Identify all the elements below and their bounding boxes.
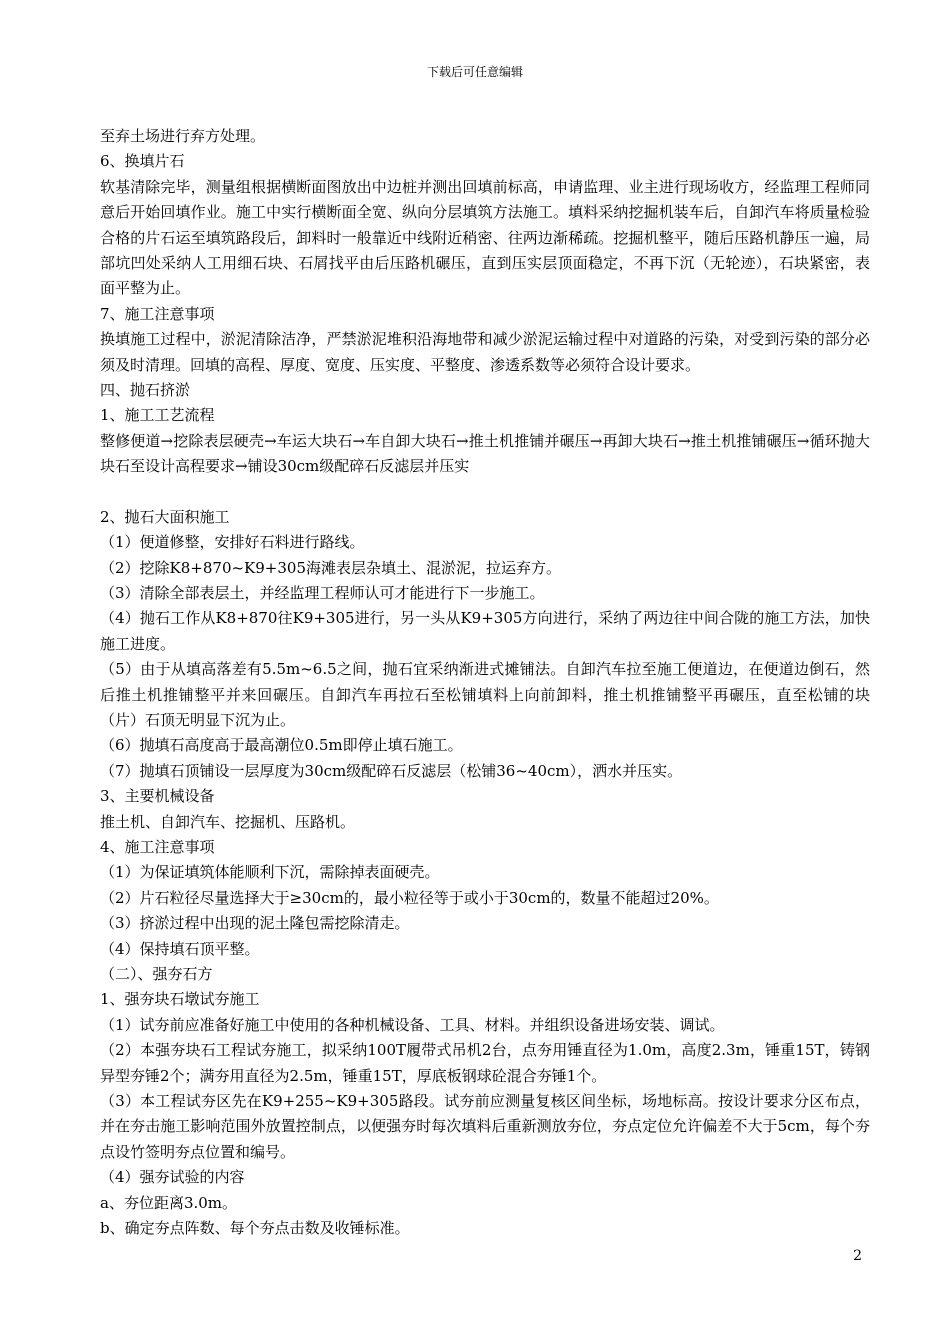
list-item: （1）试夯前应准备好施工中使用的各种机械设备、工具、材料。并组织设备进场安装、调试。 bbox=[100, 1015, 725, 1034]
list-item: （3）挤淤过程中出现的泥土隆包需挖除清走。 bbox=[100, 914, 410, 933]
paragraph: 软基清除完毕，测量组根据横断面图放出中边桩并测出回填前标高，申请监理、业主进行现场收方，经监理工程师同意后开始回填作业。施工中实行横断面全宽、纵向分层填筑方法施工。填料采纳挖掘机装车后，自卸汽车将质量检验合格的片石运至填筑路段后，卸料时一般靠近中线附近稍密、往两边渐稀疏。挖掘机整平，随后压路机静压一遍，局部坑凹处采纳人工用细石块、石屑找平由后压路机碾压，直到压实层顶面稳定，不再下沉（无轮迹），石块紧密，表面平整为止。 bbox=[100, 177, 870, 298]
list-item: （4）强夯试验的内容 bbox=[100, 1168, 245, 1187]
page-header: 下载后可任意编辑 bbox=[426, 65, 523, 79]
section-heading: （二）、强夯石方 bbox=[100, 965, 213, 983]
document-body bbox=[100, 124, 870, 1241]
section-heading: 1、施工工艺流程 bbox=[100, 406, 215, 425]
list-item: （6）抛填石高度高于最高潮位0.5m即停止填石施工。 bbox=[100, 736, 463, 755]
list-item: （3）清除全部表层土，并经监理工程师认可才能进行下一步施工。 bbox=[100, 583, 545, 602]
list-item: （2）片石粒径尽量选择大于≥30cm的，最小粒径等于或小于30cm的，数量不能超过20%。 bbox=[100, 888, 719, 907]
list-item: （2）本强夯块石工程试夯施工，拟采纳100T履带式吊机2台，点夯用锤直径为1.0m，高度2.3m，锤重15T，铸钢异型夯锤2个；满夯用直径为2.5m，锤重15T，厚底板钢球砼混合夯锤1个。 bbox=[100, 1041, 870, 1085]
process-flow: 整修便道→挖除表层硬壳→车运大块石→车自卸大块石→推土机推铺并碾压→再卸大块石→推土机推铺碾压→循环抛大块石至设计高程要求→铺设30cm级配碎石反滤层并压实 bbox=[100, 431, 870, 476]
paragraph: 至弃土场进行弃方处理。 bbox=[100, 127, 266, 145]
list-item: （7）抛填石顶铺设一层厚度为30cm级配碎石反滤层（松铺36~40cm），洒水并压实。 bbox=[100, 761, 683, 780]
list-item: （4）保持填石顶平整。 bbox=[100, 939, 260, 958]
list-item: a、夯位距离3.0m。 bbox=[100, 1193, 238, 1212]
paragraph: 推土机、自卸汽车、挖掘机、压路机。 bbox=[100, 812, 356, 831]
section-heading: 3、主要机械设备 bbox=[100, 787, 215, 806]
list-item: （1）便道修整，安排好石料进行路线。 bbox=[100, 533, 365, 552]
page-number: 2 bbox=[853, 1248, 862, 1264]
list-item: （3）本工程试夯区先在K9+255~K9+305路段。试夯前应测量复核区间坐标，场地标高。按设计要求分区布点，并在夯击施工影响范围外放置控制点，以便强夯时每次填料后重新测放夯位，夯点定位允许偏差不大于5cm，每个夯点设竹签明夯点位置和编号。 bbox=[100, 1092, 870, 1161]
section-heading: 1、强夯块石墩试夯施工 bbox=[100, 990, 260, 1009]
list-item: （2）挖除K8+870~K9+305海滩表层杂填土、混淤泥，拉运弃方。 bbox=[100, 558, 562, 577]
paragraph: 换填施工过程中，淤泥清除洁净，严禁淤泥堆积沿海地带和减少淤泥运输过程中对道路的污染，对受到污染的部分必须及时清理。回填的高程、厚度、宽度、压实度、平整度、渗透系数等必须符合设计要求。 bbox=[100, 330, 870, 374]
section-heading: 7、施工注意事项 bbox=[100, 304, 215, 323]
list-item: b、确定夯点阵数、每个夯点击数及收锤标准。 bbox=[100, 1219, 410, 1238]
section-heading: 四、抛石挤淤 bbox=[100, 381, 191, 400]
list-item: （5）由于从填高落差有5.5m~6.5之间，抛石宜采纳渐进式摊铺法。自卸汽车拉至施工便道边，在便道边倒石，然后推土机推铺整平并来回碾压。自卸汽车再拉石至松铺填料上向前卸料，推土机推铺整平再碾压，直至松铺的块（片）石顶无明显下沉为止。 bbox=[100, 660, 870, 729]
section-heading: 4、施工注意事项 bbox=[100, 837, 215, 856]
section-heading: 6、换填片石 bbox=[100, 152, 185, 171]
list-item: （1）为保证填筑体能顺利下沉，需除掉表面硬壳。 bbox=[100, 863, 440, 882]
list-item: （4）抛石工作从K8+870往K9+305进行，另一头从K9+305方向进行，采纳了两边往中间合陇的施工方法，加快施工进度。 bbox=[100, 609, 870, 653]
section-heading: 2、抛石大面积施工 bbox=[100, 507, 230, 526]
